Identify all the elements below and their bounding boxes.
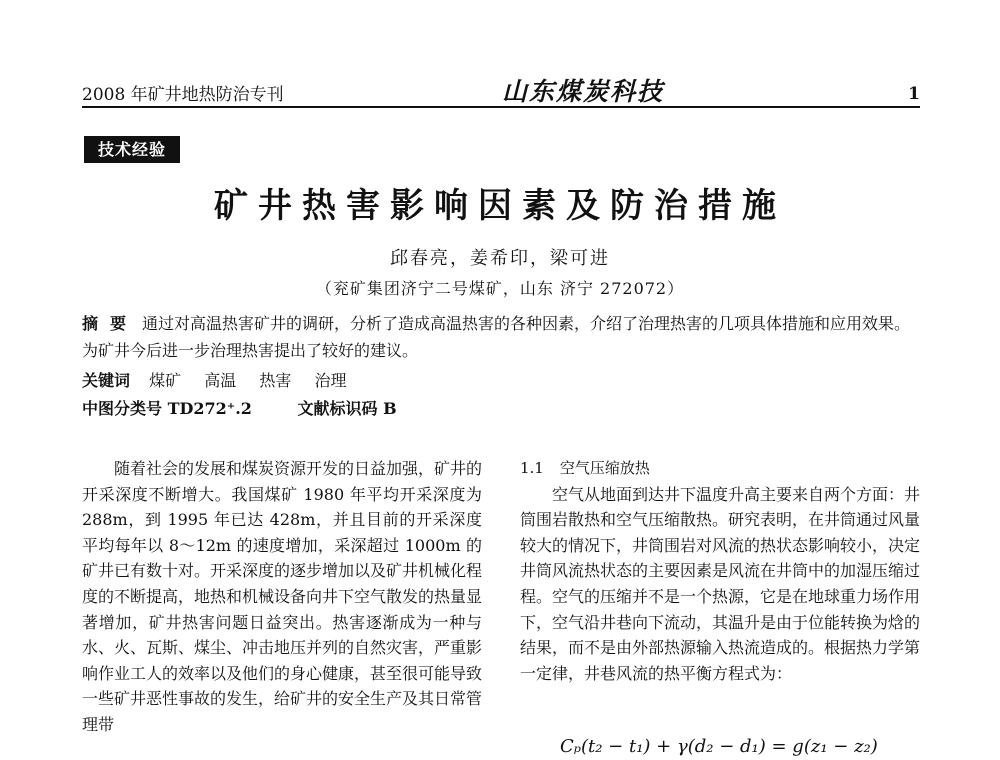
body-paragraph: 随着社会的发展和煤炭资源开发的日益加强，矿井的开采深度不断增大。我国煤矿 1980 年平均开采深度为 288m，到 1995 年已达 428m，并且目前的开采深度平均每年以 8～12m 的速度增加，采深超过 1000m 的矿井已有数十对。开采深度的逐步增加以及矿井机械化程度的不断提高，地热和机械设备向井下空气散发的热量显著增加，矿井热害问题日益突出。热害逐渐成为一种与水、火、瓦斯、煤尘、冲击地压并列的自然灾害，严重影响作业工人的效率以及他们的身心健康，甚至很可能导致一些矿井恶性事故的发生，给矿井的安全生产及其日常管理带 — [82, 459, 483, 734]
page-header — [82, 78, 920, 108]
abstract-label: 摘要 — [82, 314, 139, 333]
body-column-left — [82, 456, 482, 738]
page-number: 1 — [908, 84, 920, 104]
keywords-label: 关键词 — [82, 371, 131, 390]
keyword-item: 热害 — [259, 371, 292, 390]
article-title: 矿井热害影响因素及防治措施 — [214, 186, 786, 226]
body-paragraph: 空气从地面到达井下温度升高主要来自两个方面：井筒围岩散热和空气压缩散热。研究表明，在井筒通过风量较大的情况下，井筒围岩对风流的热状态影响较小，决定井筒风流热状态的主要因素是风流在井筒中的加湿压缩过程。空气的压缩并不是一个热源，它是在地球重力场作用下，空气沿井巷向下流动，其温升是由于位能转换为焓的结果，而不是由外部热源输入热流造成的。根据热力学第一定律，井巷风流的热平衡方程式为： — [520, 484, 921, 683]
subsection-title: 空气压缩放热 — [559, 459, 650, 477]
keyword-item: 高温 — [204, 371, 237, 390]
abstract — [82, 310, 922, 364]
keywords — [82, 368, 364, 391]
classification-value: TD272⁺.2 — [167, 399, 252, 418]
journal-issue-label: 2008 年矿井地热防治专刊 — [82, 85, 284, 105]
article-affiliation: （兖矿集团济宁二号煤矿，山东 济宁 272072） — [315, 279, 685, 298]
heat-balance-formula: Cₚ(t₂ − t₁) + γ(d₂ − d₁) = g(z₁ − z₂) — [560, 736, 878, 757]
document-code-label: 文献标识码 — [297, 399, 378, 418]
document-code-value: B — [383, 399, 397, 418]
section-tag: 技术经验 — [84, 136, 180, 163]
body-column-right — [520, 456, 920, 686]
subsection-number: 1.1 — [520, 459, 544, 477]
subsection-heading — [520, 456, 920, 482]
classification-line — [82, 396, 397, 419]
keyword-item: 治理 — [314, 371, 347, 390]
keyword-item: 煤矿 — [149, 371, 182, 390]
classification-label: 中图分类号 — [82, 399, 163, 418]
article-authors: 邱春亮，姜希印，梁可进 — [390, 248, 610, 269]
journal-brand-logo: 山东煤炭科技 — [502, 77, 665, 106]
header-divider — [82, 106, 920, 108]
abstract-text: 通过对高温热害矿井的调研，分析了造成高温热害的各种因素，介绍了治理热害的几项具体措施和应用效果。为矿井今后进一步治理热害提出了较好的建议。 — [82, 314, 911, 360]
